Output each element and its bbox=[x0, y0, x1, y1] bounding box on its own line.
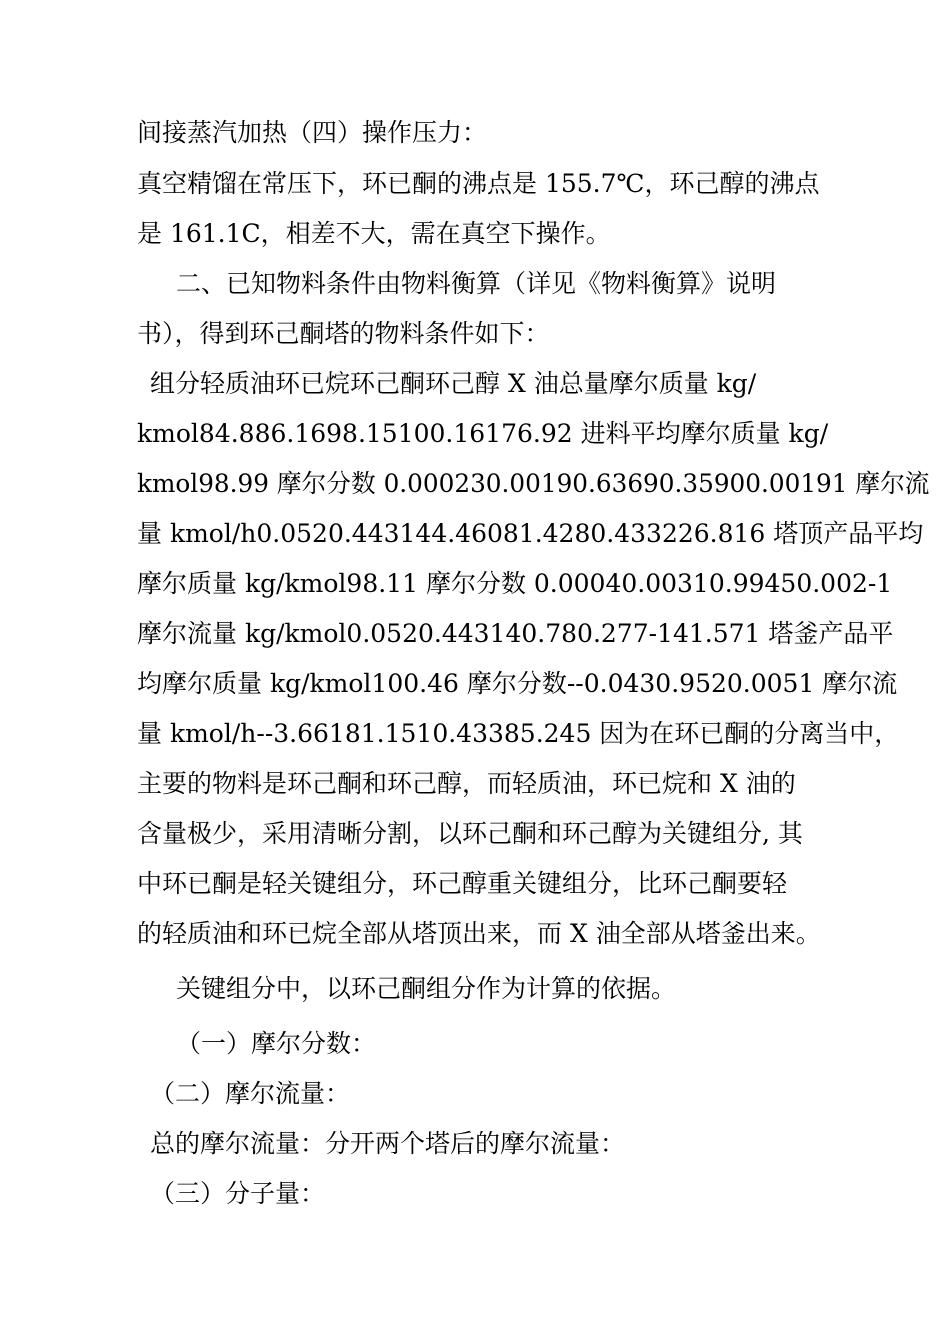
text-line-9: 量 kmol/h0.0520.443144.46081.4280.433226.816 塔顶产品平均 bbox=[137, 519, 924, 548]
text-line-16: 中环已酮是轻关键组分，环己醇重关键组分，比环己酮要轻 bbox=[137, 869, 788, 898]
text-line-4: 二、已知物料条件由物料衡算（详见《物料衡算》说明 bbox=[176, 269, 777, 298]
text-line-14: 主要的物料是环己酮和环己醇，而轻质油，环已烷和 X 油的 bbox=[137, 769, 796, 798]
text-line-22: （三）分子量： bbox=[150, 1179, 326, 1208]
text-line-19: （一）摩尔分数： bbox=[176, 1029, 377, 1058]
text-line-2: 真空精馏在常压下，环已酮的沸点是 155.7℃，环己醇的沸点 bbox=[137, 169, 820, 198]
text-line-3: 是 161.1C，相差不大，需在真空下操作。 bbox=[137, 219, 611, 248]
text-line-21: 总的摩尔流量：分开两个塔后的摩尔流量： bbox=[150, 1129, 626, 1158]
text-line-10: 摩尔质量 kg/kmol98.11 摩尔分数 0.00040.00310.99450.002-1 bbox=[137, 569, 893, 598]
text-line-12: 均摩尔质量 kg/kmol100.46 摩尔分数--0.0430.9520.0051 摩尔流 bbox=[137, 669, 898, 698]
text-line-18: 关键组分中，以环己酮组分作为计算的依据。 bbox=[176, 974, 677, 1003]
text-line-5: 书），得到环己酮塔的物料条件如下： bbox=[137, 319, 550, 348]
text-line-6: 组分轻质油环已烷环己酮环己醇 X 油总量摩尔质量 kg/ bbox=[150, 369, 757, 398]
text-line-15: 含量极少，采用清晰分割，以环己酮和环己醇为关键组分, 其 bbox=[137, 819, 803, 848]
text-line-7: kmol84.886.1698.15100.16176.92 进料平均摩尔质量 kg/ bbox=[137, 419, 829, 448]
text-line-8: kmol98.99 摩尔分数 0.000230.00190.63690.35900.00191 摩尔流 bbox=[137, 469, 930, 498]
text-line-17: 的轻质油和环已烷全部从塔顶出来，而 X 油全部从塔釜出来。 bbox=[137, 919, 821, 948]
text-line-13: 量 kmol/h--3.66181.1510.43385.245 因为在环已酮的分离当中， bbox=[137, 719, 900, 748]
text-line-20: （二）摩尔流量： bbox=[150, 1079, 351, 1108]
text-line-1: 间接蒸汽加热（四）操作压力： bbox=[137, 118, 488, 147]
text-line-11: 摩尔流量 kg/kmol0.0520.443140.780.277-141.571 塔釜产品平 bbox=[137, 619, 894, 648]
